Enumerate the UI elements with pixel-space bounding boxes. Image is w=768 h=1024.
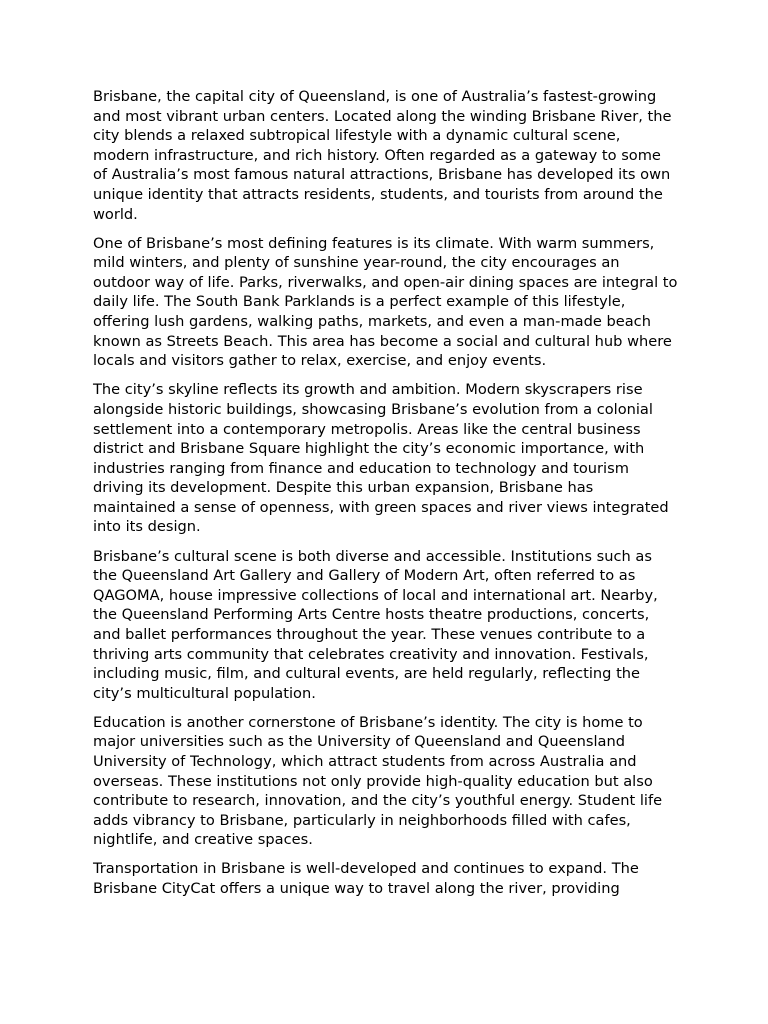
paragraph-culture: Brisbane’s cultural scene is both diverse and accessible. Institutions such as the Queensland Art Gallery and Gallery of Modern Art, often referred to as QAGOMA, house impressive collections of local and international art. Nearby, the Queensland Performing Arts Centre hosts theatre productions, concerts, and ballet performances throughout the year. These venues contribute to a thriving arts community that celebrates creativity and innovation. Festivals, including music, film, and cultural events, are held regularly, reflecting the city’s multicultural population. <box>93 547 658 702</box>
document-body <box>93 87 678 908</box>
paragraph-skyline: The city’s skyline reflects its growth and ambition. Modern skyscrapers rise alongside historic buildings, showcasing Brisbane’s evolution from a colonial settlement into a contemporary metropolis. Areas like the central business district and Brisbane Square highlight the city’s economic importance, with industries ranging from finance and education to technology and tourism driving its development. Despite this urban expansion, Brisbane has maintained a sense of openness, with green spaces and river views integrated into its design. <box>93 381 669 536</box>
paragraph-intro: Brisbane, the capital city of Queensland, is one of Australia’s fastest-growing and most vibrant urban centers. Located along the winding Brisbane River, the city blends a relaxed subtropical lifestyle with a dynamic cultural scene, modern infrastructure, and rich history. Often regarded as a gateway to some of Australia’s most famous natural attractions, Brisbane has developed its own unique identity that attracts residents, students, and tourists from around the world. <box>93 88 672 223</box>
paragraph-transportation: Transportation in Brisbane is well-developed and continues to expand. The Brisbane CityCat offers a unique way to travel along the river, providing <box>93 860 639 898</box>
paragraph-climate: One of Brisbane’s most defining features is its climate. With warm summers, mild winters, and plenty of sunshine year-round, the city encourages an outdoor way of life. Parks, riverwalks, and open-air dining spaces are integral to daily life. The South Bank Parklands is a perfect example of this lifestyle, offering lush gardens, walking paths, markets, and even a man-made beach known as Streets Beach. This area has become a social and cultural hub where locals and visitors gather to relax, exercise, and enjoy events. <box>93 234 678 370</box>
paragraph-education: Education is another cornerstone of Brisbane’s identity. The city is home to major universities such as the University of Queensland and Queensland University of Technology, which attract students from across Australia and overseas. These institutions not only provide high-quality education but also contribute to research, innovation, and the city’s youthful energy. Student life adds vibrancy to Brisbane, particularly in neighborhoods filled with cafes, nightlife, and creative spaces. <box>93 713 663 849</box>
